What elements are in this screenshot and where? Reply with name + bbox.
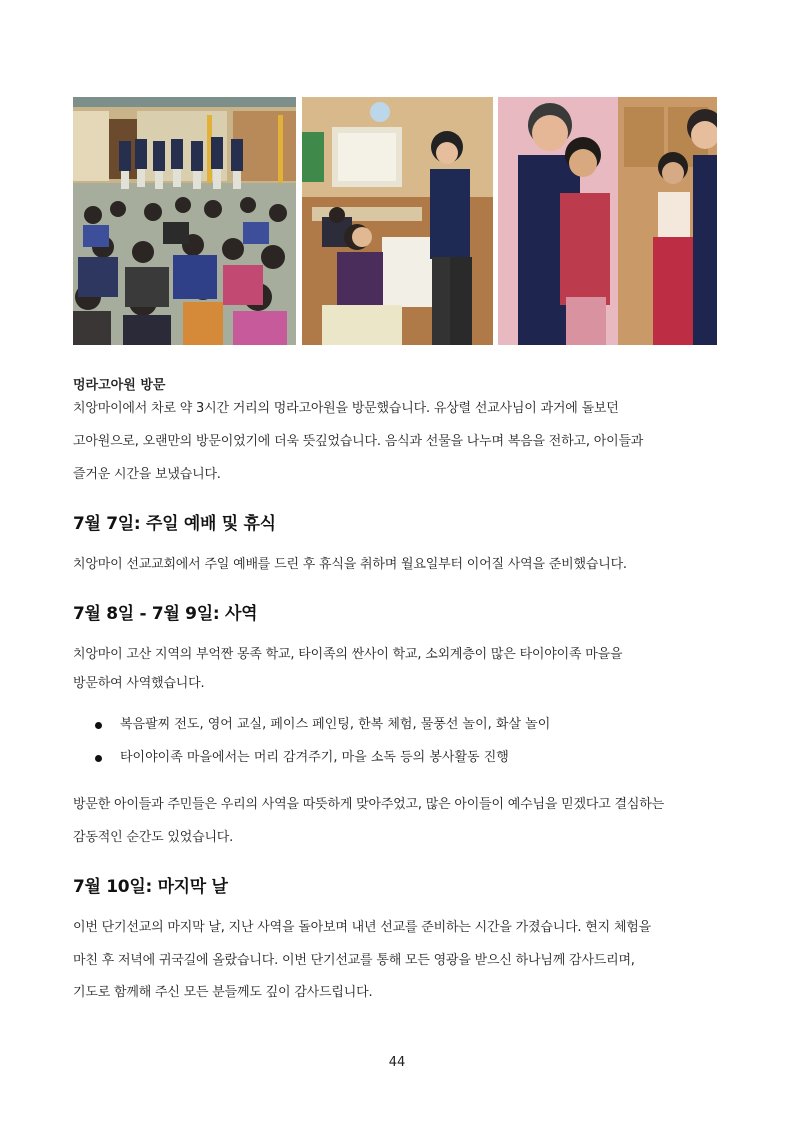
paragraph-line: 치앙마이 선교교회에서 주일 예배를 드린 후 휴식을 취하며 월요일부터 이어질 사역을 준비했습니다. — [73, 557, 627, 572]
heading-july-8-9: 7월 8일 - 7월 9일: 사역 — [73, 604, 258, 624]
heading-july-7: 7월 7일: 주일 예배 및 휴식 — [73, 514, 276, 534]
paragraph-line: 치앙마이에서 차로 약 3시간 거리의 멍라고아원을 방문했습니다. 유상렬 선교사님이 과거에 돌보던 — [73, 401, 619, 416]
paragraph-line: 마친 후 저녁에 귀국길에 올랐습니다. 이번 단기선교를 통해 모든 영광을 받으신 하나님께 감사드리며, — [73, 953, 635, 968]
photo-hanbok-experience — [498, 97, 717, 345]
paragraph-line: 방문하여 사역했습니다. — [73, 676, 205, 691]
page-number: 44 — [388, 1055, 406, 1070]
paragraph-line: 감동적인 순간도 있었습니다. — [73, 830, 234, 845]
photo-classroom — [302, 97, 493, 345]
section-title-orphanage-visit: 멍라고아원 방문 — [73, 378, 166, 393]
list-item: 복음팔찌 전도, 영어 교실, 페이스 페인팅, 한복 체험, 물풍선 놀이, 화살 놀이 — [95, 708, 550, 741]
list-item: 타이야이족 마을에서는 머리 감겨주기, 마을 소독 등의 봉사활동 진행 — [95, 741, 550, 774]
photo-children-assembly — [73, 97, 296, 345]
paragraph-line: 이번 단기선교의 마지막 날, 지난 사역을 돌아보며 내년 선교를 준비하는 시간을 가졌습니다. 현지 체험을 — [73, 920, 652, 935]
photo-strip — [73, 97, 717, 345]
paragraph-line: 방문한 아이들과 주민들은 우리의 사역을 따뜻하게 맞아주었고, 많은 아이들이 예수님을 믿겠다고 결심하는 — [73, 797, 664, 812]
paragraph-line: 고아원으로, 오랜만의 방문이었기에 더욱 뜻깊었습니다. 음식과 선물을 나누며 복음을 전하고, 아이들과 — [73, 434, 644, 449]
paragraph-line: 기도로 함께해 주신 모든 분들께도 깊이 감사드립니다. — [73, 985, 373, 1000]
heading-july-10: 7월 10일: 마지막 날 — [73, 877, 228, 897]
activity-bullet-list — [95, 708, 550, 774]
paragraph-line: 치앙마이 고산 지역의 부억짠 몽족 학교, 타이족의 싼사이 학교, 소외계층이 많은 타이야이족 마을을 — [73, 647, 623, 662]
paragraph-line: 즐거운 시간을 보냈습니다. — [73, 467, 221, 482]
